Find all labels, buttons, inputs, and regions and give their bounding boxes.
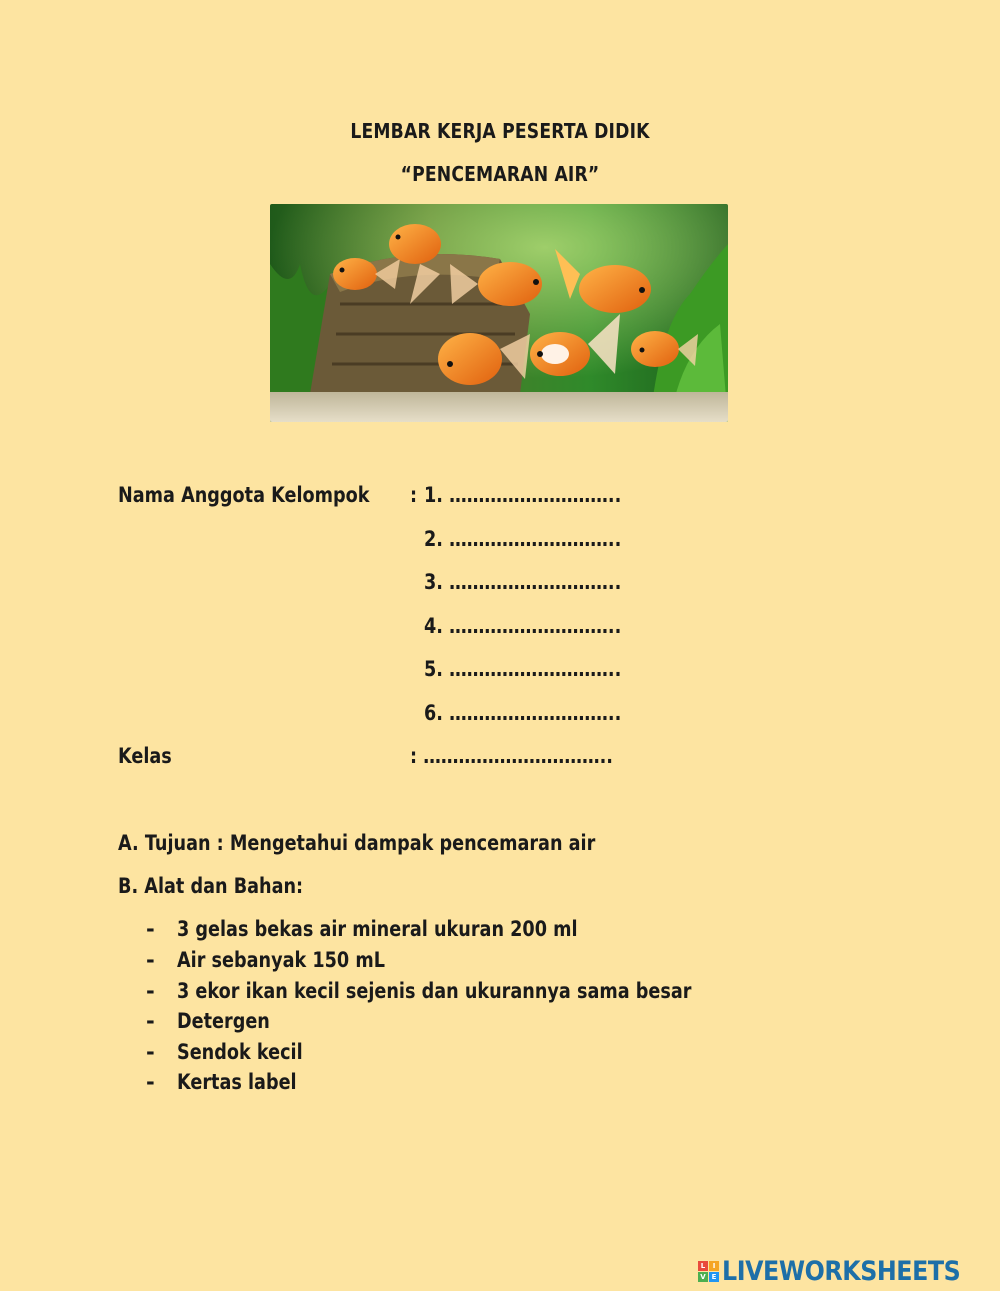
member-field-6[interactable]: 6. ……………………….. bbox=[424, 701, 622, 725]
tool-item-3: 3 ekor ikan kecil sejenis dan ukurannya sama besar bbox=[177, 979, 692, 1003]
worksheet-title: LEMBAR KERJA PESERTA DIDIK bbox=[350, 119, 650, 143]
member-field-5[interactable]: 5. ……………………….. bbox=[424, 657, 622, 681]
liveworksheets-logo[interactable] bbox=[698, 1257, 993, 1285]
member-field-2[interactable]: 2. ……………………….. bbox=[424, 527, 622, 551]
liveworksheets-icon bbox=[698, 1261, 719, 1282]
logo-letter-v: V bbox=[698, 1272, 708, 1282]
list-dash: - bbox=[146, 979, 155, 1003]
class-field[interactable]: : ………………………….. bbox=[410, 744, 614, 768]
list-dash: - bbox=[146, 917, 155, 941]
logo-letter-l: L bbox=[698, 1261, 708, 1271]
tools-heading: B. Alat dan Bahan: bbox=[118, 874, 304, 898]
list-dash: - bbox=[146, 1040, 155, 1064]
members-colon: : bbox=[410, 483, 418, 507]
members-label: Nama Anggota Kelompok bbox=[118, 483, 370, 507]
member-field-3[interactable]: 3. ……………………….. bbox=[424, 570, 622, 594]
tool-item-4: Detergen bbox=[177, 1009, 270, 1033]
tool-item-6: Kertas label bbox=[177, 1070, 297, 1094]
list-dash: - bbox=[146, 948, 155, 972]
liveworksheets-brand: LIVEWORKSHEETS bbox=[722, 1255, 961, 1287]
tool-item-1: 3 gelas bekas air mineral ukuran 200 ml bbox=[177, 917, 578, 941]
tool-item-2: Air sebanyak 150 mL bbox=[177, 948, 385, 972]
goldfish-photo bbox=[270, 204, 728, 422]
list-dash: - bbox=[146, 1009, 155, 1033]
member-field-1[interactable]: 1. ……………………….. bbox=[424, 483, 622, 507]
tool-item-5: Sendok kecil bbox=[177, 1040, 303, 1064]
logo-letter-i: I bbox=[709, 1261, 719, 1271]
logo-letter-e: E bbox=[709, 1272, 719, 1282]
class-label: Kelas bbox=[118, 744, 172, 768]
goal-text: A. Tujuan : Mengetahui dampak pencemaran air bbox=[118, 831, 596, 855]
list-dash: - bbox=[146, 1070, 155, 1094]
worksheet-subtitle: “PENCEMARAN AIR” bbox=[400, 162, 600, 186]
member-field-4[interactable]: 4. ……………………….. bbox=[424, 614, 622, 638]
